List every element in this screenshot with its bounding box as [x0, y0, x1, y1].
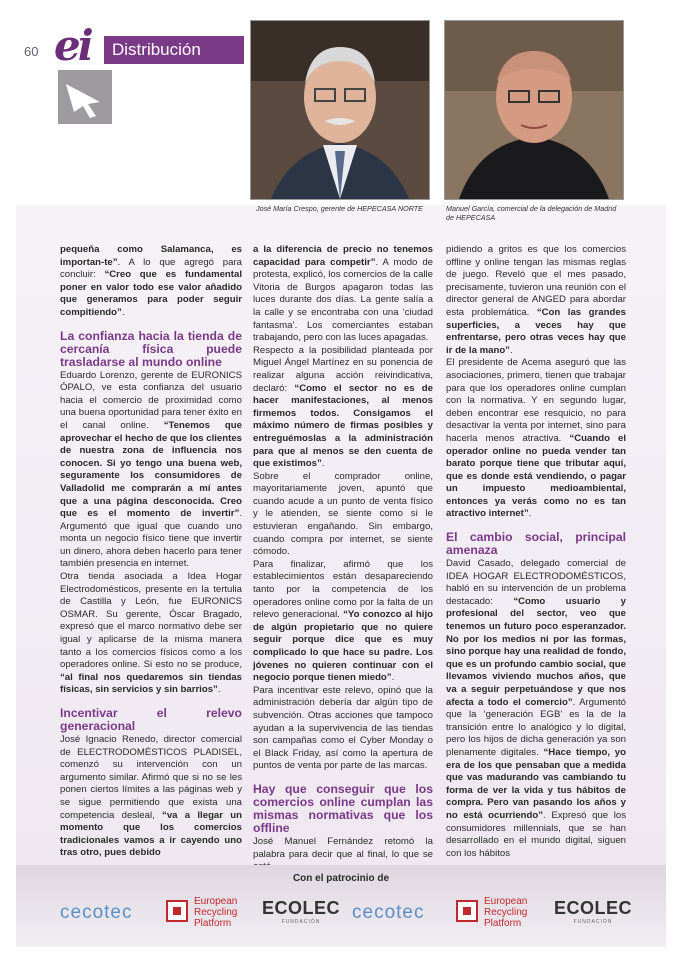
caption-garcia: Manuel García, comercial de la delegación de Madrid de HEPECASA — [446, 204, 617, 222]
recycling-mark-icon — [456, 900, 478, 922]
subheading: Incentivar el relevo generacional — [60, 706, 242, 733]
text-run: Otra tienda asociada a Idea Hogar Electrodomésticos, presente en la tertulia de Castilla y León, fue EURONICS OSMAR. Su gerente, Óscar Bragado, expresó que el marco normativo debe ser igual y aplicarse de la misma manera tanto a los comercios físicos como a los operadores online. Si esto no se produce, — [60, 571, 242, 671]
ecolec-sub: FUNDACIÓN — [281, 919, 321, 925]
erp-line: Recycling — [194, 907, 238, 918]
text-run: pidiendo a gritos es que los comercios offline y online tengan las mismas reglas de juego. Reveló que el mes pasado, precisamente, tuvieron una reunión con el director general de ANGED para abordar esta problemática. — [446, 244, 626, 318]
article-column-2 — [253, 244, 433, 874]
paragraph — [446, 244, 626, 357]
subheading: La confianza hacia la tienda de cercanía física puede trasladarse al mundo online — [60, 328, 242, 369]
cecotec-logo: cecotec — [60, 902, 133, 923]
quote: pequeña como Salamanca, es importan-te” — [60, 244, 242, 268]
text-run: José Ignacio Renedo, director comercial de ELECTRODOMÉSTICOS PLADISEL, comenzó su intervención con un argumento similar. Afirmó que si no se les ponen ciertos límites a las páginas web y se sigue permitiendo que exista una competencia desleal, — [60, 734, 242, 821]
page-number: 60 — [24, 44, 39, 59]
quote: “Yo conozco al hijo de algún propietario que no quiere seguir porque dice que es muy complicado lo que hace su padre. Los jóvenes no quieren continuar con el negocio porque tienen miedo” — [253, 609, 433, 684]
quote: “va a llegar un momento que los comercios tradicionales vamos a ir cayendo uno tras otro, pues debido — [60, 809, 242, 859]
erp-line: European — [484, 896, 528, 907]
quote: “Cuando el operador online no pueda vender tan barato porque tiene que tributar aquí, que es donde está vendiendo, o pagar un impuesto medioambiental, entonces ya verás como no es tan atractivo internet” — [446, 432, 627, 520]
text-run: . — [121, 306, 125, 318]
caption-crespo: José María Crespo, gerente de HEPECASA NORTE — [256, 204, 423, 213]
ecolec-sub: FUNDACIÓN — [573, 919, 613, 925]
article-column-1 — [60, 244, 242, 860]
quote: a la diferencia de precio no tenemos capacidad para competir” — [253, 244, 433, 268]
paragraph — [60, 571, 242, 697]
erp-logo — [456, 896, 546, 930]
quote: “Como el sector no es de hacer manifestaciones, al menos firmemos todos. Consigamos el máximo número de firmas posibles y entreguémoslas a la administración para que al menos se den cuenta de que existimos” — [253, 382, 434, 470]
text-run: . — [509, 344, 513, 356]
text-run: Para finalizar, afirmó que los establecimientos están desapareciendo tanto por la competencia de los operadores online como por la falta de un relevo generacional. — [253, 558, 433, 621]
paragraph — [60, 734, 242, 860]
text-run: . — [321, 458, 325, 470]
quote: “Como usuario y profesional del sector, veo que tenemos un futuro poco esperanzador. No por los medios ni por las formas, sino porque hay una realidad de fondo, que es un profundo cambio social, que llevamos viviendo muchos años, que va a seguir perpetuándose y que nos afecta a todo el comercio” — [446, 595, 627, 708]
subheading: El cambio social, principal amenaza — [446, 530, 626, 558]
text-run: . Argumentó que igual que cuando uno monta un negocio físico tiene que invertir un dinero, ahora deben hacerlo para tener también presencia en internet. — [60, 508, 242, 570]
paragraph — [446, 357, 626, 521]
text-run: . — [528, 508, 532, 520]
sponsor-title: Con el patrocinio de — [292, 873, 390, 884]
paragraph: Para incentivar este relevo, opinó que la administración debería dar algún tipo de subvención. Otras acciones que tampoco ayudan a la supervivencia de las tiendas son campañas como el Cyber Monday o el Black Friday, así como la apertura de puntos de venta por parte de las marcas. — [253, 684, 433, 772]
ecolec-logo — [262, 898, 340, 925]
quote: “al final nos quedaremos sin tiendas físicas, sin servicios y sin barrios” — [60, 671, 242, 696]
paragraph — [253, 559, 433, 685]
text-run: Respecto a la posibilidad planteada por Miguel Ángel Martínez en su ponencia de realizar alguna acción reivindicativa, declaró: — [253, 344, 433, 394]
text-run: . — [217, 684, 221, 696]
subheading: Hay que conseguir que los comercios online cumplan las mismas normativas que los offline — [253, 781, 433, 835]
paragraph — [253, 345, 433, 471]
text-run: . Expresó que los consumidores millennials, que se han desarrollado en el mundo digital, siguen con los hábitos — [446, 809, 626, 859]
cecotec-logo: cecotec — [352, 902, 425, 923]
text-run: Eduardo Lorenzo, gerente de EURONICS ÓPALO, ve esta confianza del usuario hacia el comercio de proximidad como una buena oportunidad para tener éxito en el canal online. — [60, 369, 242, 431]
paragraph: José Manuel Fernández retomó la palabra para decir que al final, lo que se — [253, 835, 433, 860]
erp-line: Platform — [484, 918, 522, 929]
photo-crespo — [250, 20, 430, 200]
text-run: . A modo de protesta, explicó, los comercios de la calle Vitoria de Burgos apagaron todas las luces durante dos días. La gente salía a la calle y se encontraba con una ‘ciudad fantasma’. Los comerciantes estaban trabajando, pero con las luces apagadas. — [253, 256, 433, 344]
paragraph — [253, 244, 433, 345]
erp-line: Platform — [194, 918, 232, 929]
text-run: David Casado, delegado comercial de IDEA HOGAR ELECTRODOMÉSTICOS, habló en su intervención de un problema destacado: — [446, 558, 626, 607]
erp-logo — [166, 896, 256, 930]
paragraph — [60, 244, 242, 320]
quote: “Tenemos que aprovechar el hecho de que los clientes de nuestra zona de influencia nos conocen. Si yo tengo una buena web, seguramente los consumidores de Valladolid me comprarán a mí antes que a una página desconocida. Creo que es el momento de invertir” — [60, 419, 242, 520]
text-run: . — [391, 672, 395, 684]
paragraph: Sobre el comprador online, mayoritariamente joven, apuntó que cuando acude a un punto de venta físico y le atienden, se siente como si le estuvieran engañando. Sin embargo, cuando compra por internet, se siente cómodo. — [253, 470, 433, 558]
recycling-mark-icon — [166, 900, 188, 922]
ecolec-logo — [554, 898, 632, 925]
quote: “Con las grandes superficies, a veces hay que enfrentarse, pero otras veces hay que ir de la mano” — [446, 306, 626, 356]
section-title: Distribución — [112, 40, 201, 59]
text-run: . Argumentó que la ‘generación EGB’ es la de la transición entre lo analógico y lo digital, pero los hijos de dicha generación ya son plenamente digitales. — [446, 696, 626, 758]
erp-line: Recycling — [484, 907, 528, 918]
text-run: . A lo que agregó para concluir: — [60, 256, 242, 281]
article-column-3 — [446, 244, 626, 860]
text-run: El presidente de Acema aseguró que las asociaciones, primero, tienen que trabajar para que los operadores online cumplan con la normativa. Y en segundo lugar, deben encontrar ese resquicio, no para desactivar la venta por internet, sino para hacerla menos atractiva. — [446, 357, 626, 444]
quote: “Hace tiempo, yo era de los que pensaban que a medida que vas madurando vas cambiando tu forma de ver la vida y tus hábitos de compra. Pero van pasando los años y no está ocurriendo” — [446, 746, 626, 821]
magazine-logo: ei — [54, 21, 91, 70]
paragraph — [60, 370, 242, 572]
ecolec-name: ECOLEC — [554, 898, 633, 918]
photo-garcia — [444, 20, 624, 200]
quote: “Creo que es fundamental poner en valor todo ese valor añadido que generamos para poder seguir compitiendo” — [60, 269, 242, 318]
ecolec-name: ECOLEC — [262, 898, 341, 918]
erp-line: European — [194, 896, 238, 907]
arrow-icon — [58, 70, 112, 124]
paragraph — [446, 558, 626, 860]
